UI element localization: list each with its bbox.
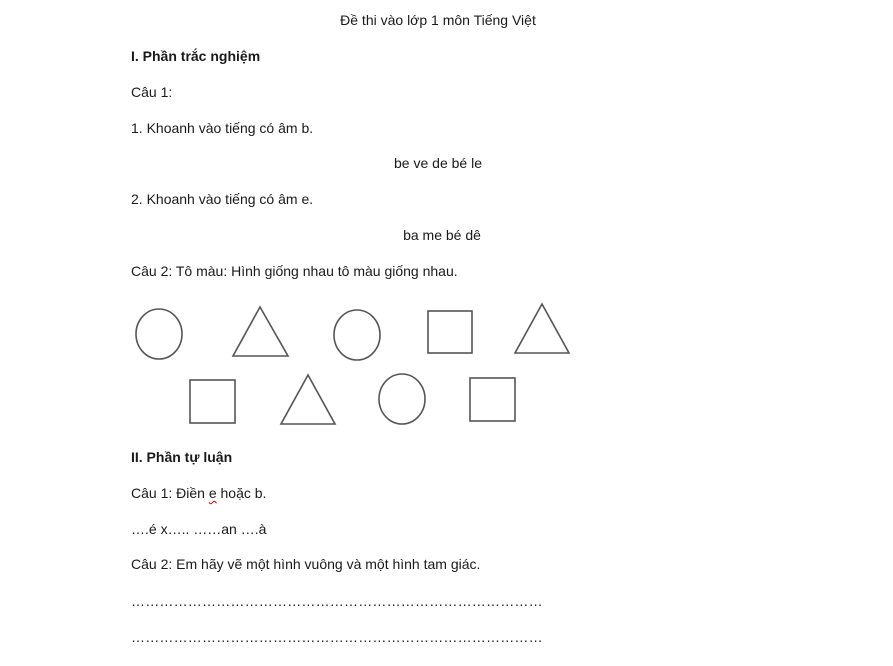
question-1-1-text: 1. Khoanh vào tiếng có âm b. bbox=[131, 120, 314, 136]
document-title: Đề thi vào lớp 1 môn Tiếng Việt bbox=[340, 12, 536, 28]
question-suffix: hoặc b. bbox=[216, 485, 267, 501]
part-2-question-2-text: Câu 2: Em hãy vẽ một hình vuông và một hình tam giác. bbox=[131, 556, 481, 572]
question-1-label: Câu 1: bbox=[131, 84, 173, 100]
part-2-question-1-text bbox=[131, 484, 266, 502]
triangle-shape bbox=[281, 375, 335, 424]
question-2-text: Câu 2: Tô màu: Hình giống nhau tô màu giống nhau. bbox=[131, 263, 458, 279]
circle-shape bbox=[379, 374, 425, 424]
question-1-1-words: be ve de bé le bbox=[394, 155, 482, 171]
part-1-heading: I. Phần trắc nghiệm bbox=[131, 48, 261, 64]
square-shape bbox=[190, 380, 235, 423]
question-1-2-words: ba me bé dê bbox=[403, 227, 481, 243]
question-prefix: Câu 1: Điền bbox=[131, 485, 209, 501]
answer-line-2: …………………………………………………………………………… bbox=[131, 629, 543, 645]
square-shape bbox=[470, 378, 515, 421]
circle-shape bbox=[136, 309, 182, 359]
part-2-heading: II. Phần tự luận bbox=[131, 449, 233, 465]
question-1-2-text: 2. Khoanh vào tiếng có âm e. bbox=[131, 191, 314, 207]
circle-shape bbox=[334, 310, 380, 360]
spellcheck-word: e bbox=[208, 485, 217, 501]
triangle-shape bbox=[233, 307, 288, 356]
square-shape bbox=[428, 311, 472, 353]
triangle-shape bbox=[515, 304, 569, 353]
answer-line-1: …………………………………………………………………………… bbox=[131, 593, 543, 609]
fill-blank-words: ….é x….. ……an ….à bbox=[131, 521, 267, 537]
